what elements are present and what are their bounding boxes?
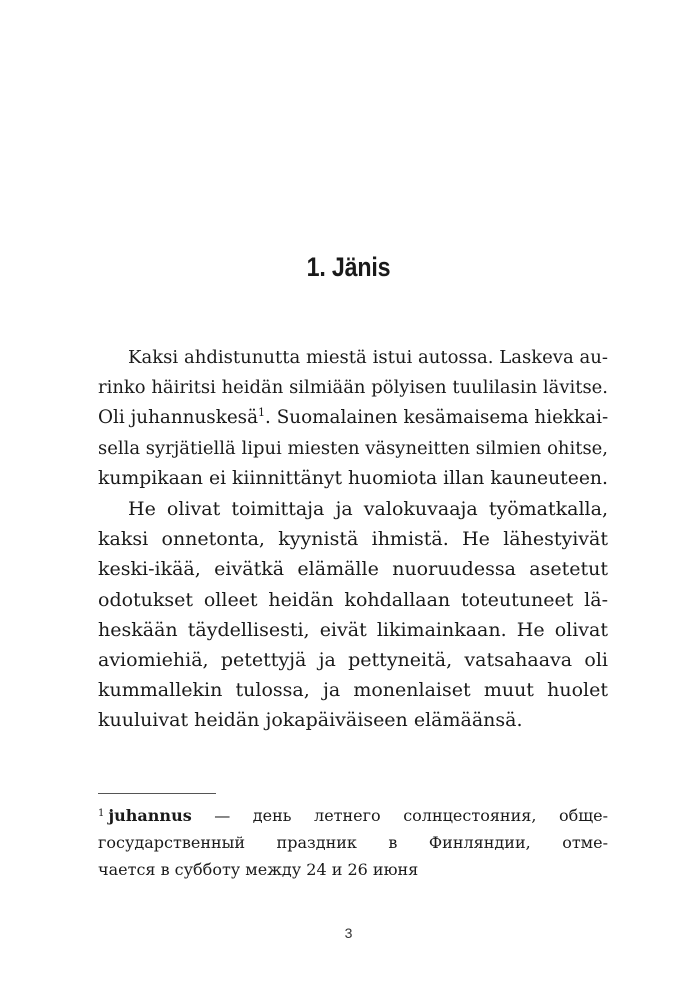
text-line: kummallekin tulossa, ja monenlaiset muut huolet bbox=[98, 679, 608, 702]
footnote-line bbox=[98, 802, 608, 829]
footnote-line: чается в субботу между 24 и 26 июня bbox=[98, 860, 419, 879]
text-line: keski-ikää, eivätkä elämälle nuoruudessa asetetut bbox=[98, 558, 608, 581]
footnote-divider bbox=[98, 793, 216, 794]
footnote-text: — день летнего солнцестояния, обще- bbox=[191, 806, 608, 825]
text-line: kumpikaan ei kiinnittänyt huomiota illan kauneuteen. bbox=[98, 467, 608, 489]
text-line: kaksi onnetonta, kyynistä ihmistä. He lähestyivät bbox=[98, 528, 608, 551]
chapter-title: 1. Jänis bbox=[306, 252, 391, 282]
text-line: Kaksi ahdistunutta miestä istui autossa. Laskeva au- bbox=[128, 347, 608, 368]
text-line: rinko häiritsi heidän silmiään pölyisen tuulilasin lävitse. bbox=[98, 377, 608, 399]
text-line: heskään täydellisesti, eivät likimainkaan. He olivat bbox=[98, 618, 608, 641]
footnote-marker: 1 bbox=[98, 808, 105, 819]
body-text bbox=[98, 343, 608, 736]
footnote-term: juhannus bbox=[108, 806, 192, 825]
footnote-line: государственный праздник в Финляндии, отме- bbox=[98, 833, 608, 852]
footnote-reference: 1 bbox=[258, 406, 266, 420]
text-line-with-footnote-ref bbox=[98, 403, 608, 433]
text-fragment: . Suomalainen kesämaisema hiekkai- bbox=[265, 407, 609, 429]
text-line: kuuluivat heidän jokapäiväiseen elämäänsä. bbox=[98, 709, 523, 732]
text-line: He olivat toimittaja ja valokuvaaja työmatkalla, bbox=[128, 498, 608, 521]
text-line: aviomiehiä, petettyjä ja pettyneitä, vatsahaava oli bbox=[98, 649, 608, 672]
footnote bbox=[98, 802, 608, 883]
text-line: sella syrjätiellä lipui miesten väsyneitten silmien ohitse, bbox=[98, 437, 608, 459]
text-fragment: Oli juhannuskesä bbox=[98, 407, 259, 429]
page-number: 3 bbox=[344, 925, 353, 941]
text-line: odotukset olleet heidän kohdallaan toteutuneet lä- bbox=[98, 588, 608, 611]
